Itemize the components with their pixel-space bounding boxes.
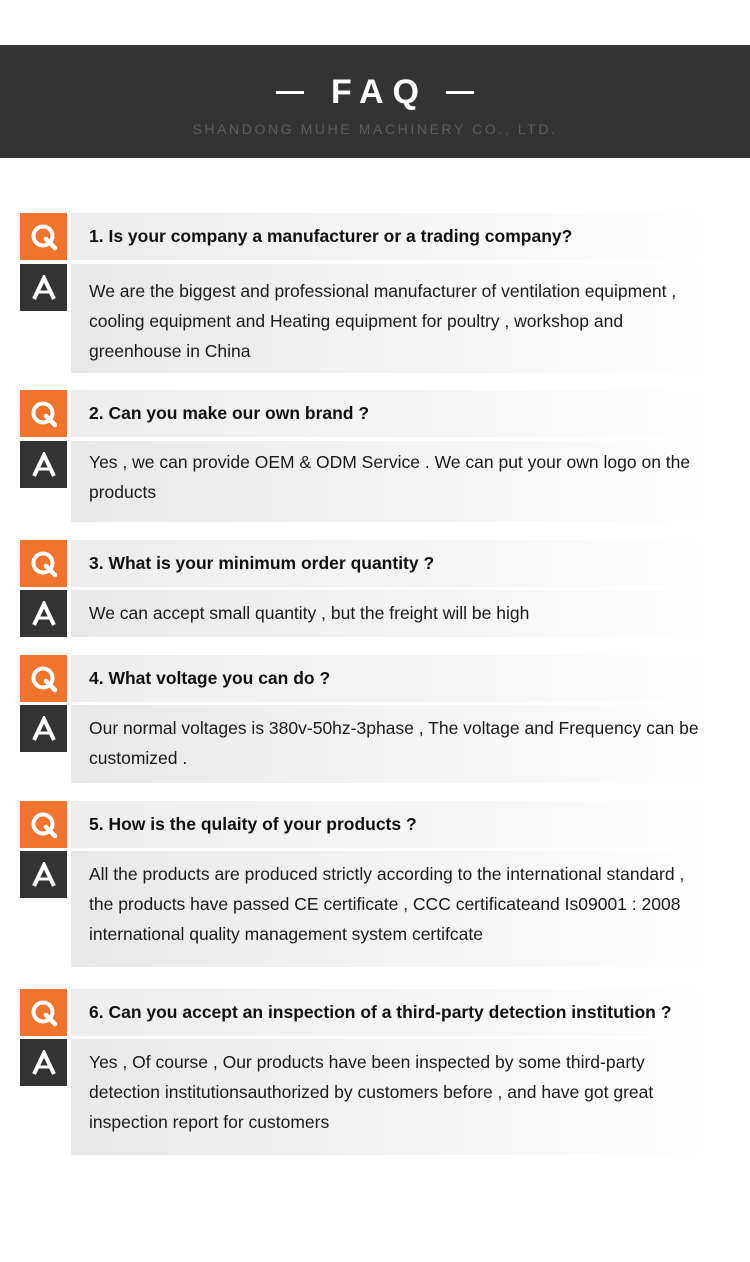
question-bar — [71, 655, 711, 702]
answer-text — [89, 276, 711, 366]
answer-line: greenhouse in China — [89, 341, 251, 361]
company-name: SHANDONG MUHE MACHINERY CO., LTD. — [192, 121, 558, 137]
answer-line: customized . — [89, 748, 188, 768]
a-icon — [20, 590, 67, 637]
answer-line: Our normal voltages is 380v-50hz-3phase , The voltage and Frequency can be — [89, 718, 699, 738]
answer-line: All the products are produced strictly according to the international standard , — [89, 864, 685, 884]
a-icon — [20, 851, 67, 898]
q-icon — [20, 540, 67, 587]
q-icon — [20, 390, 67, 437]
q-icon — [20, 655, 67, 702]
q-icon — [20, 989, 67, 1036]
answer-line: the products have passed CE certificate , CCC certificateand Is09001 : 2008 — [89, 894, 681, 914]
answer-box — [71, 705, 711, 783]
question-bar — [71, 540, 711, 587]
a-icon — [20, 705, 67, 752]
answer-line: We can accept small quantity , but the freight will be high — [89, 603, 530, 623]
question-text: 6. Can you accept an inspection of a third-party detection institution ? — [89, 1002, 672, 1022]
question-text: 3. What is your minimum order quantity ? — [89, 553, 435, 573]
answer-line: detection institutionsauthorized by customers before , and have got great — [89, 1082, 654, 1102]
answer-text — [89, 598, 711, 628]
banner-title-row — [0, 74, 750, 110]
question-text: 4. What voltage you can do ? — [89, 668, 331, 688]
question-text: 5. How is the qulaity of your products ? — [89, 814, 417, 834]
answer-text — [89, 447, 711, 507]
question-bar — [71, 801, 711, 848]
answer-line: We are the biggest and professional manufacturer of ventilation equipment , — [89, 281, 677, 301]
a-icon — [20, 1039, 67, 1086]
title-dash-right — [446, 91, 474, 94]
question-bar — [71, 989, 711, 1036]
page-title: FAQ — [331, 72, 428, 111]
answer-box — [71, 264, 711, 373]
answer-box — [71, 1039, 711, 1155]
title-dash-left — [276, 91, 304, 94]
question-bar — [71, 390, 711, 437]
answer-text — [89, 859, 711, 949]
answer-line: international quality management system certifcate — [89, 924, 483, 944]
answer-line: inspection report for customers — [89, 1112, 330, 1132]
a-icon — [20, 441, 67, 488]
answer-box — [71, 441, 711, 522]
answer-box — [71, 851, 711, 967]
answer-box — [71, 590, 711, 637]
faq-banner — [0, 45, 750, 158]
question-text: 1. Is your company a manufacturer or a trading company? — [89, 226, 573, 246]
answer-line: Yes , Of course , Our products have been inspected by some third-party — [89, 1052, 645, 1072]
answer-line: Yes , we can provide OEM & ODM Service . We can put your own logo on the — [89, 452, 691, 472]
question-bar — [71, 213, 711, 260]
q-icon — [20, 213, 67, 260]
answer-text — [89, 713, 711, 773]
q-icon — [20, 801, 67, 848]
answer-line: products — [89, 482, 157, 502]
question-text: 2. Can you make our own brand ? — [89, 403, 370, 423]
answer-line: cooling equipment and Heating equipment for poultry , workshop and — [89, 311, 624, 331]
answer-text — [89, 1047, 711, 1137]
a-icon — [20, 264, 67, 311]
